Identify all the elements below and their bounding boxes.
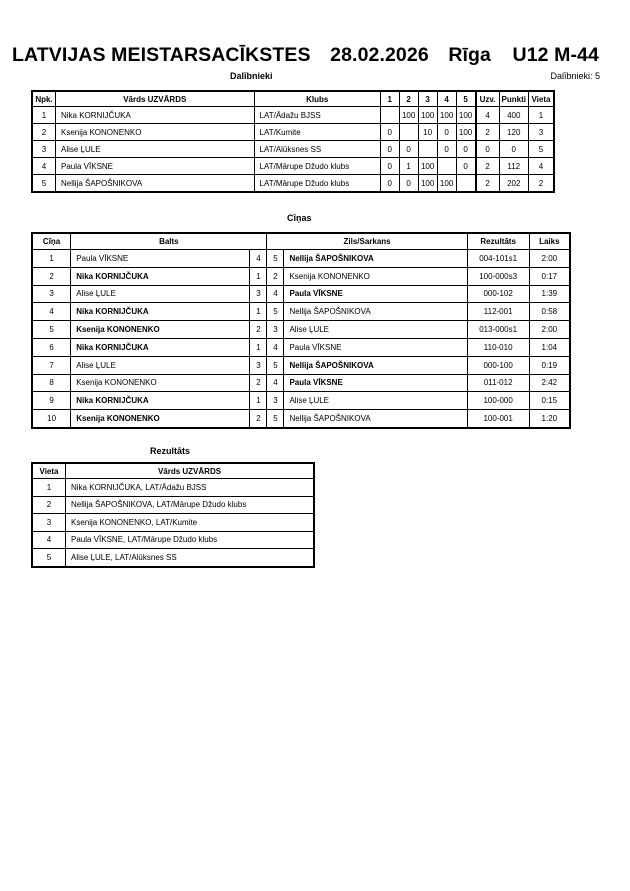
col-name: Vārds UZVĀRDS: [55, 91, 254, 107]
fight-result: 000-100: [467, 356, 529, 374]
participant-wins: 2: [476, 175, 499, 193]
result-place: 2: [32, 496, 66, 514]
fight-time: 0:19: [529, 356, 570, 374]
col-fight-no: Cīņa: [32, 233, 71, 250]
participant-club: LAT/Mārupe Džudo klubs: [254, 175, 380, 193]
score-cell-2: [399, 124, 418, 141]
blue-fighter-npk: 4: [267, 374, 284, 392]
fight-number: 9: [32, 392, 71, 410]
fight-number: 5: [32, 321, 71, 339]
col-entry: Vārds UZVĀRDS: [66, 463, 315, 479]
fights-heading: Cīņas: [287, 213, 312, 223]
white-fighter: Alise ĻULE: [71, 285, 250, 303]
col-time: Laiks: [529, 233, 570, 250]
blue-fighter-npk: 5: [267, 356, 284, 374]
col-r1: 1: [380, 91, 399, 107]
fight-row: [32, 321, 570, 339]
white-fighter-npk: 1: [250, 338, 267, 356]
participant-club: LAT/Ādažu BJSS: [254, 107, 380, 124]
score-cell-3: 100: [418, 158, 437, 175]
participant-npk: 5: [32, 175, 55, 193]
results-header-row: [32, 463, 314, 479]
page-title: [12, 44, 624, 67]
score-cell-4: 100: [437, 175, 456, 193]
participant-points: 0: [499, 141, 528, 158]
participant-row: [32, 158, 554, 175]
col-vieta: Vieta: [32, 463, 66, 479]
blue-fighter: Nellija ŠAPOŠNIKOVA: [284, 410, 467, 428]
participant-name: Nellija ŠAPOŠNIKOVA: [55, 175, 254, 193]
fight-time: 1:04: [529, 338, 570, 356]
col-wins: Uzv.: [476, 91, 499, 107]
fight-time: 1:20: [529, 410, 570, 428]
score-cell-2: 0: [399, 175, 418, 193]
participant-wins: 4: [476, 107, 499, 124]
white-fighter-npk: 2: [250, 374, 267, 392]
col-r2: 2: [399, 91, 418, 107]
fight-number: 1: [32, 250, 71, 268]
white-fighter-npk: 1: [250, 392, 267, 410]
participant-npk: 4: [32, 158, 55, 175]
score-cell-2: 1: [399, 158, 418, 175]
participant-wins: 2: [476, 158, 499, 175]
blue-fighter: Paula VĪKSNE: [284, 285, 467, 303]
score-cell-4: 100: [437, 107, 456, 124]
score-cell-1: [380, 107, 399, 124]
result-place: 3: [32, 514, 66, 532]
fight-row: [32, 356, 570, 374]
fight-time: 1:39: [529, 285, 570, 303]
event-date: 28.02.2026: [330, 44, 429, 66]
fight-row: [32, 374, 570, 392]
col-white: Balts: [71, 233, 267, 250]
col-r3: 3: [418, 91, 437, 107]
blue-fighter-npk: 5: [267, 250, 284, 268]
col-r4: 4: [437, 91, 456, 107]
fight-time: 0:15: [529, 392, 570, 410]
blue-fighter-npk: 4: [267, 285, 284, 303]
event-category: U12 M-44: [512, 44, 599, 66]
white-fighter: Nika KORNIJČUKA: [71, 267, 250, 285]
white-fighter-npk: 3: [250, 356, 267, 374]
fight-time: 2:42: [529, 374, 570, 392]
blue-fighter-npk: 3: [267, 392, 284, 410]
blue-fighter: Paula VĪKSNE: [284, 338, 467, 356]
result-place: 4: [32, 531, 66, 549]
white-fighter-npk: 3: [250, 285, 267, 303]
participant-wins: 0: [476, 141, 499, 158]
white-fighter: Ksenija KONONENKO: [71, 410, 250, 428]
white-fighter: Alise ĻULE: [71, 356, 250, 374]
result-place: 5: [32, 549, 66, 567]
score-cell-5: [456, 175, 475, 193]
score-cell-5: 0: [456, 158, 475, 175]
participant-points: 202: [499, 175, 528, 193]
white-fighter: Paula VĪKSNE: [71, 250, 250, 268]
score-cell-2: 100: [399, 107, 418, 124]
score-cell-5: 100: [456, 107, 475, 124]
score-cell-3: 100: [418, 107, 437, 124]
result-row: [32, 549, 314, 567]
fight-time: 2:00: [529, 321, 570, 339]
result-entry: Paula VĪKSNE, LAT/Mārupe Džudo klubs: [66, 531, 315, 549]
fight-number: 7: [32, 356, 71, 374]
participant-club: LAT/Kumite: [254, 124, 380, 141]
blue-fighter: Nellija ŠAPOŠNIKOVA: [284, 250, 467, 268]
blue-fighter: Alise ĻULE: [284, 392, 467, 410]
col-points: Punkti: [499, 91, 528, 107]
score-cell-5: 0: [456, 141, 475, 158]
participant-place: 4: [528, 158, 554, 175]
fight-number: 8: [32, 374, 71, 392]
fight-row: [32, 410, 570, 428]
fight-number: 2: [32, 267, 71, 285]
participant-club: LAT/Mārupe Džudo klubs: [254, 158, 380, 175]
participants-table: [31, 90, 555, 193]
result-row: [32, 496, 314, 514]
blue-fighter-npk: 4: [267, 338, 284, 356]
white-fighter-npk: 4: [250, 250, 267, 268]
fight-result: 013-000s1: [467, 321, 529, 339]
col-place: Vieta: [528, 91, 554, 107]
result-row: [32, 514, 314, 532]
results-table: [31, 462, 315, 568]
score-cell-1: 0: [380, 158, 399, 175]
white-fighter: Ksenija KONONENKO: [71, 374, 250, 392]
result-entry: Alise ĻULE, LAT/Alūksnes SS: [66, 549, 315, 567]
fight-result: 000-102: [467, 285, 529, 303]
score-cell-2: 0: [399, 141, 418, 158]
fight-row: [32, 338, 570, 356]
participant-npk: 1: [32, 107, 55, 124]
fights-table: [31, 232, 571, 429]
white-fighter: Nika KORNIJČUKA: [71, 338, 250, 356]
score-cell-3: [418, 141, 437, 158]
fight-row: [32, 392, 570, 410]
participant-name: Paula VĪKSNE: [55, 158, 254, 175]
fight-row: [32, 250, 570, 268]
blue-fighter: Nellija ŠAPOŠNIKOVA: [284, 356, 467, 374]
participant-npk: 2: [32, 124, 55, 141]
white-fighter-npk: 2: [250, 410, 267, 428]
participant-wins: 2: [476, 124, 499, 141]
score-cell-3: 100: [418, 175, 437, 193]
event-place: Rīga: [448, 44, 491, 66]
result-entry: Nika KORNIJČUKA, LAT/Ādažu BJSS: [66, 479, 315, 497]
fight-result: 110-010: [467, 338, 529, 356]
blue-fighter-npk: 2: [267, 267, 284, 285]
participant-points: 400: [499, 107, 528, 124]
fight-result: 011-012: [467, 374, 529, 392]
participants-count: Dalībnieki: 5: [550, 71, 600, 81]
fight-result: 004-101s1: [467, 250, 529, 268]
col-r5: 5: [456, 91, 475, 107]
white-fighter: Nika KORNIJČUKA: [71, 303, 250, 321]
score-cell-3: 10: [418, 124, 437, 141]
fight-result: 100-001: [467, 410, 529, 428]
fight-time: 0:58: [529, 303, 570, 321]
score-cell-1: 0: [380, 124, 399, 141]
score-cell-5: 100: [456, 124, 475, 141]
white-fighter-npk: 1: [250, 267, 267, 285]
fight-row: [32, 267, 570, 285]
result-entry: Ksenija KONONENKO, LAT/Kumite: [66, 514, 315, 532]
blue-fighter: Nellija ŠAPOŠNIKOVA: [284, 303, 467, 321]
white-fighter-npk: 2: [250, 321, 267, 339]
white-fighter-npk: 1: [250, 303, 267, 321]
fight-number: 3: [32, 285, 71, 303]
result-row: [32, 531, 314, 549]
participant-name: Alise ĻULE: [55, 141, 254, 158]
participants-heading: Dalībnieki: [230, 71, 273, 81]
participant-place: 1: [528, 107, 554, 124]
blue-fighter: Paula VĪKSNE: [284, 374, 467, 392]
participant-points: 112: [499, 158, 528, 175]
participant-place: 2: [528, 175, 554, 193]
white-fighter: Nika KORNIJČUKA: [71, 392, 250, 410]
participant-name: Ksenija KONONENKO: [55, 124, 254, 141]
blue-fighter: Ksenija KONONENKO: [284, 267, 467, 285]
participant-place: 5: [528, 141, 554, 158]
fight-time: 2:00: [529, 250, 570, 268]
score-cell-4: 0: [437, 141, 456, 158]
participant-npk: 3: [32, 141, 55, 158]
white-fighter: Ksenija KONONENKO: [71, 321, 250, 339]
fights-header-row: [32, 233, 570, 250]
fight-number: 4: [32, 303, 71, 321]
blue-fighter-npk: 3: [267, 321, 284, 339]
participant-place: 3: [528, 124, 554, 141]
participant-name: Nika KORNIJČUKA: [55, 107, 254, 124]
fight-number: 10: [32, 410, 71, 428]
participant-row: [32, 107, 554, 124]
blue-fighter-npk: 5: [267, 410, 284, 428]
score-cell-4: 0: [437, 124, 456, 141]
col-club: Klubs: [254, 91, 380, 107]
col-npk: Npk.: [32, 91, 55, 107]
fight-result: 112-001: [467, 303, 529, 321]
blue-fighter: Alise ĻULE: [284, 321, 467, 339]
score-cell-4: [437, 158, 456, 175]
fight-result: 100-000: [467, 392, 529, 410]
fight-row: [32, 303, 570, 321]
col-blue: Zils/Sarkans: [267, 233, 467, 250]
fight-time: 0:17: [529, 267, 570, 285]
fight-result: 100-000s3: [467, 267, 529, 285]
participant-row: [32, 124, 554, 141]
score-cell-1: 0: [380, 175, 399, 193]
results-heading: Rezultāts: [150, 446, 191, 456]
fight-row: [32, 285, 570, 303]
result-row: [32, 479, 314, 497]
event-title: LATVIJAS MEISTARSACĪKSTES: [12, 44, 311, 66]
participant-points: 120: [499, 124, 528, 141]
score-cell-1: 0: [380, 141, 399, 158]
fight-number: 6: [32, 338, 71, 356]
participant-row: [32, 175, 554, 193]
result-place: 1: [32, 479, 66, 497]
result-entry: Nellija ŠAPOŠNIKOVA, LAT/Mārupe Džudo klubs: [66, 496, 315, 514]
blue-fighter-npk: 5: [267, 303, 284, 321]
participant-row: [32, 141, 554, 158]
participant-club: LAT/Alūksnes SS: [254, 141, 380, 158]
participants-header-row: [32, 91, 554, 107]
col-result: Rezultāts: [467, 233, 529, 250]
